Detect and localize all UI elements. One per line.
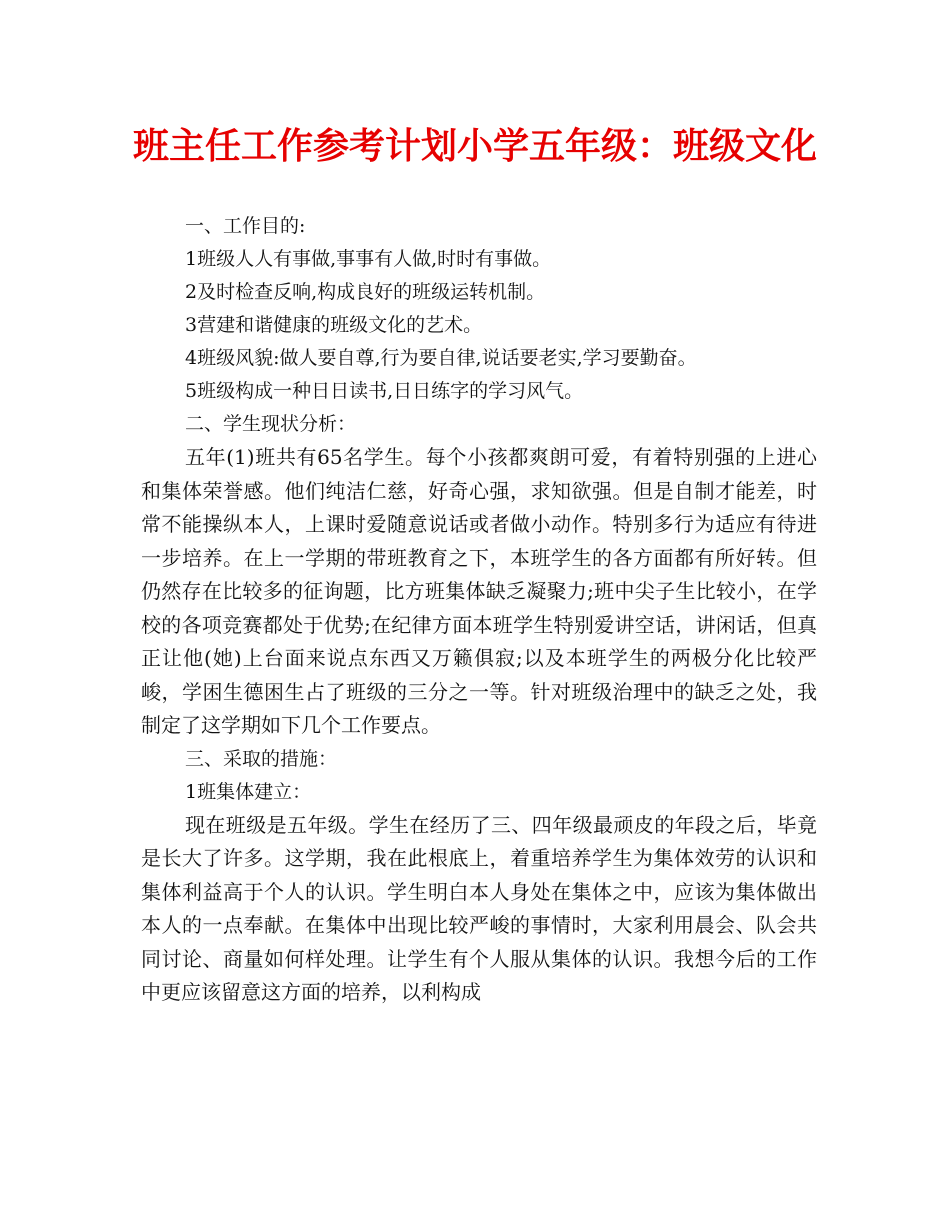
goal-item-4: 4班级风貌:做人要自尊,行为要自律,说话要老实,学习要勤奋。 (185, 347, 697, 369)
goal-item-1: 1班级人人有事做,事事有人做,时时有事做。 (185, 248, 552, 270)
document-body (141, 210, 817, 1010)
measure-paragraph: 现在班级是五年级。学生在经历了三、四年级最顽皮的年段之后，毕竟是长大了许多。这学期，我在此根底上，着重培养学生为集体效劳的认识和集体利益高于个人的认识。学生明白本人身处在集体之中，应该为集体做出本人的一点奉献。在集体中出现比较严峻的事情时，大家利用晨会、队会共同讨论、商量如何样处理。让学生有个人服从集体的认识。我想今后的工作中更应该留意这方面的培养，以利构成 (141, 812, 817, 1004)
goal-item-3: 3营建和谐健康的班级文化的艺术。 (185, 314, 483, 336)
goal-item-2: 2及时检查反响,构成良好的班级运转机制。 (185, 281, 546, 303)
section-heading-measures: 三、采取的措施： (185, 747, 338, 770)
document-title: 班主任工作参考计划小学五年级：班级文化 (132, 126, 817, 167)
section-heading-goals: 一、工作目的: (185, 215, 306, 237)
section-heading-analysis: 二、学生现状分析： (185, 413, 357, 435)
measure-item-1: 1班集体建立： (185, 780, 312, 803)
goal-item-5: 5班级构成一种日日读书,日日练字的学习风气。 (185, 380, 584, 402)
analysis-paragraph: 五年(1)班共有65名学生。每个小孩都爽朗可爱，有着特别强的上进心和集体荣誉感。他们纯洁仁慈，好奇心强，求知欲强。但是自制才能差，时常不能操纵本人，上课时爱随意说话或者做小动作。特别多行为适应有待进一步培养。在上一学期的带班教育之下，本班学生的各方面都有所好转。但仍然存在比较多的征询题，比方班集体缺乏凝聚力;班中尖子生比较小，在学校的各项竞赛都处于优势;在纪律方面本班学生特别爱讲空话，讲闲话，但真正让他(她)上台面来说点东西又万籁俱寂;以及本班学生的两极分化比较严峻，学困生德困生占了班级的三分之一等。针对班级治理中的缺乏之处，我制定了这学期如下几个工作要点。 (141, 445, 817, 737)
